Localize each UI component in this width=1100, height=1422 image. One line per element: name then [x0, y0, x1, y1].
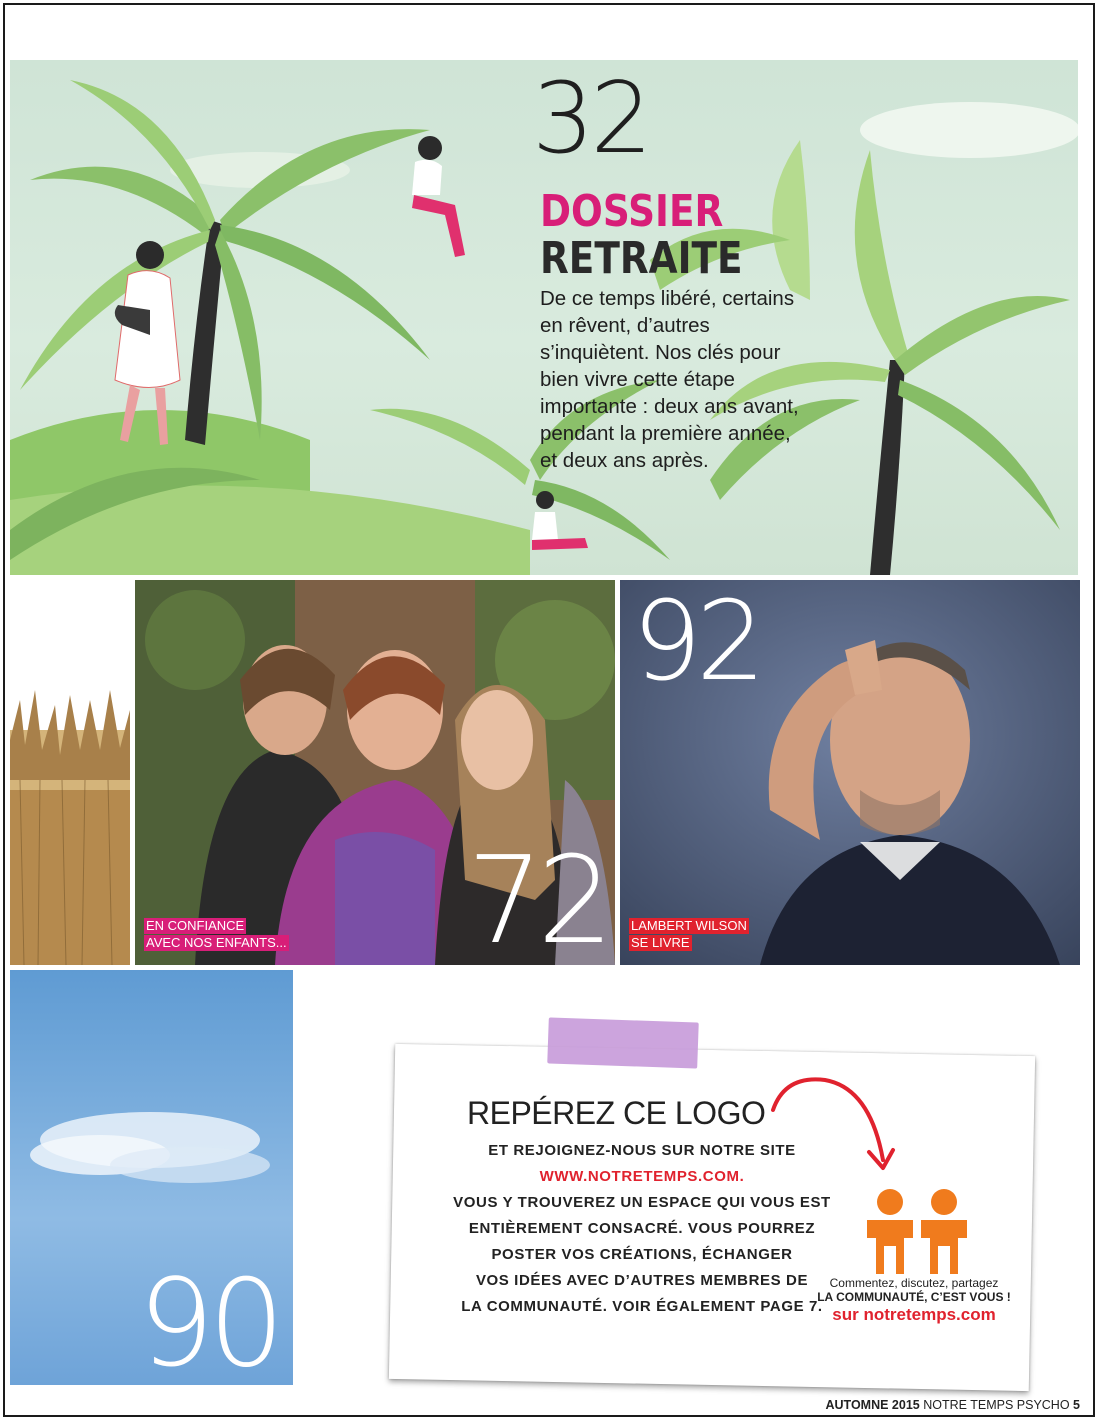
card-line-3: ENTIÈREMENT CONSACRÉ. VOUS POURREZ	[468, 1220, 816, 1237]
footer-season: AUTOMNE 2015	[825, 1398, 920, 1412]
curved-arrow-icon	[765, 1070, 905, 1180]
family-caption	[144, 918, 289, 952]
dossier-page-number: 32	[532, 62, 649, 176]
wheat-photo-strip	[10, 580, 130, 965]
portrait-caption	[629, 918, 749, 952]
family-caption-line2: AVEC NOS ENFANTS...	[146, 935, 287, 950]
sky-page-number: 90	[138, 1255, 279, 1385]
dossier-kicker: DOSSIER	[540, 186, 724, 237]
tape-strip	[547, 1017, 699, 1068]
logo-caption-1: Commentez, discutez, partagez	[829, 1276, 999, 1290]
family-page-number: 72	[467, 832, 608, 965]
footer-page-number: 5	[1073, 1398, 1080, 1412]
card-website-link[interactable]: WWW.NOTRETEMPS.COM.	[539, 1168, 745, 1185]
card-line-5: VOS IDÉES AVEC D’AUTRES MEMBRES DE	[475, 1272, 809, 1289]
portrait-photo[interactable]	[620, 580, 1080, 965]
logo-caption-2: LA COMMUNAUTÉ, C’EST VOUS !	[817, 1290, 1011, 1304]
card-title: REPÉREZ CE LOGO	[467, 1095, 766, 1131]
footer-magazine: NOTRE TEMPS PSYCHO	[923, 1398, 1070, 1412]
dossier-description: De ce temps libéré, certains en rêvent, d’autres s’inquiètent. Nos clés pour bien vivre cette étape importante : deux ans avant, pendant la première année, et deux ans après.	[540, 287, 799, 472]
portrait-caption-line1: LAMBERT WILSON	[631, 918, 747, 933]
woman-sitting-in-tree-figure	[412, 136, 465, 257]
card-line-2: VOUS Y TROUVEREZ UN ESPACE QUI VOUS EST	[453, 1194, 831, 1211]
family-photo[interactable]	[135, 580, 615, 965]
card-line-6: LA COMMUNAUTÉ. VOIR ÉGALEMENT PAGE 7.	[461, 1298, 823, 1315]
card-line-4: POSTER VOS CRÉATIONS, ÉCHANGER	[491, 1246, 793, 1263]
logo-site-link[interactable]: sur notretemps.com	[832, 1305, 996, 1324]
card-line-1: ET REJOIGNEZ-NOUS SUR NOTRE SITE	[488, 1142, 796, 1159]
page-footer	[826, 1398, 1081, 1412]
community-people-icon	[862, 1186, 972, 1276]
portrait-caption-line2: SE LIVRE	[631, 935, 690, 950]
dossier-title: RETRAITE	[540, 233, 743, 284]
sky-photo[interactable]	[10, 970, 293, 1385]
portrait-page-number: 92	[632, 580, 760, 705]
retirement-illustration[interactable]	[10, 60, 1078, 575]
family-caption-line1: EN CONFIANCE	[146, 918, 245, 933]
